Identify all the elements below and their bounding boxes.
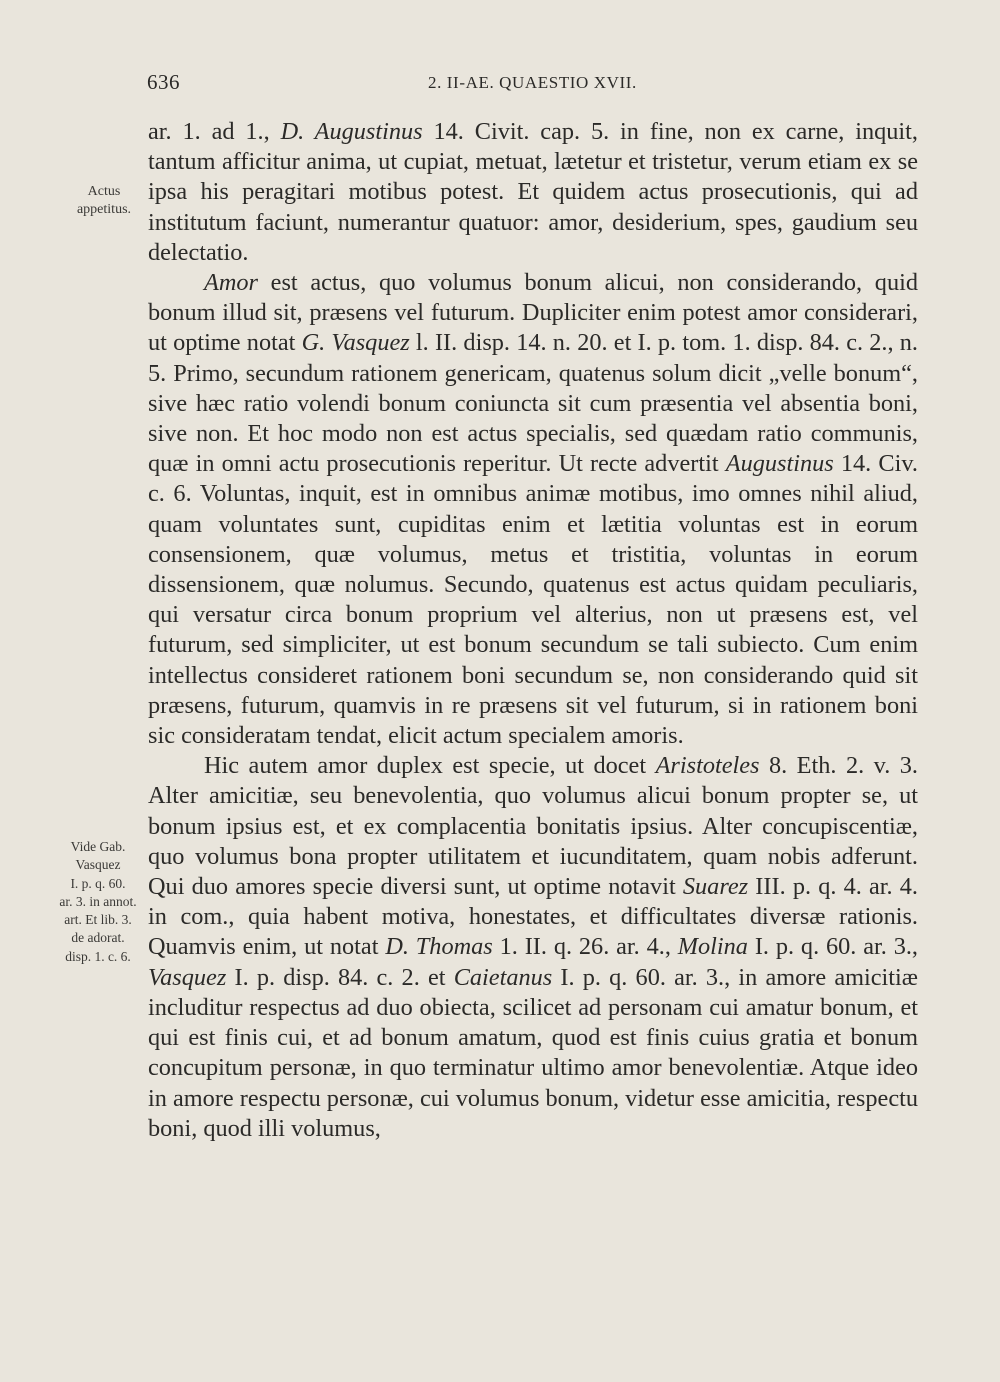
author-name: Vasquez xyxy=(148,963,227,991)
author-name: D. Augustinus xyxy=(280,118,423,145)
text-run: l. II. disp. 14. n. 20. et I. p. tom. 1. disp. 84. c. 2., n. 5. Primo, secundum rationem genericam, quatenus solum dicit „velle bonum“, sive hæc ratio volendi bonum coniuncta sit cum præsentia vel absentia boni, sive non. Et hoc modo non est actus specialis, sed quædam ratio communis, quæ in omni actu prosecutionis reperitur. Ut recte advertit xyxy=(148,329,919,478)
text-run: 8. Eth. 2. v. 3. Alter amicitiæ, seu benevolentia, quo volumus alicui bonum propter se, ut bonum ipsius est, et ex complacentia bonitatis ipsius. Alter concupiscentiæ, quo volumus bona propter utilitatem et iucunditatem, quam nobis adferunt. Qui duo amores specie diversi sunt, ut optime notavit xyxy=(148,752,918,901)
text-run: ar. 1. ad 1., xyxy=(148,118,281,145)
term-amor: Amor xyxy=(204,269,258,297)
text-run: 14. Civ. c. 6. Voluntas, inquit, est in omnibus animæ motibus, imo omnes nihil aliud, quam voluntates sunt, cupiditas enim et lætitia voluntas est in eorum consensionem, quæ volumus, metus et tristitia, voluntas in eorum dissensionem, quæ nolumus. Secundo, quatenus est actus quidam peculiaris, qui versatur circa bonum proprium vel alterius, non ut præsens est, vel futurum, sed simpliciter, ut est bonum secundum se tali subiecto. Cum enim intellectus consideret rationem boni secundum se, non considerando quid sit præsens, futurum, quamvis in re præsens sit vel futurum, si in rationem boni sic consideratam tendat, elicit actum specialem amoris. xyxy=(148,450,918,750)
page-header xyxy=(0,70,1000,100)
text-run: est actus, quo volumus bonum alicui, non considerando, quid bonum illud sit, præsens vel futurum. Dupliciter enim potest amor considerari, ut optime notat xyxy=(148,269,918,357)
margin-note-line: de adorat. xyxy=(71,930,125,946)
margin-note-line: Actus xyxy=(87,184,121,199)
paragraph-amor xyxy=(148,268,918,751)
author-name: Aristoteles xyxy=(655,752,760,780)
body-text xyxy=(148,117,918,1144)
text-run: I. p. q. 60. ar. 3., xyxy=(747,933,918,961)
margin-note-line: I. p. q. 60. xyxy=(70,875,126,891)
author-name: G. Vasquez xyxy=(301,329,410,357)
margin-note-vide xyxy=(48,838,148,966)
paragraph-continuation xyxy=(148,117,918,268)
text-run: I. p. disp. 84. c. 2. et xyxy=(226,963,454,991)
margin-note-line: disp. 1. c. 6. xyxy=(65,948,131,964)
running-head: 2. II-AE. QUAESTIO XVII. xyxy=(428,73,637,92)
margin-note-line: Vasquez xyxy=(75,857,121,873)
margin-note-line: Vide Gab. xyxy=(70,839,126,854)
author-name: Suarez xyxy=(682,873,749,901)
author-name: Caietanus xyxy=(453,963,553,991)
margin-note-line: appetitus. xyxy=(76,202,132,217)
author-name: D. Thomas xyxy=(385,933,493,961)
page-number: 636 xyxy=(147,70,180,94)
margin-note-line: art. Et lib. 3. xyxy=(64,912,132,928)
text-run: 1. II. q. 26. ar. 4., xyxy=(492,933,678,961)
paragraph-hic-autem xyxy=(148,751,918,1144)
text-run: Hic autem amor duplex est specie, ut docet xyxy=(204,752,656,780)
author-name: Molina xyxy=(677,933,748,961)
text-run: III. p. q. 4. ar. 4. in com., quia habent motiva, honestates, et difficultates diversæ rationis. Quamvis enim, ut notat xyxy=(148,873,918,961)
author-name: Augustinus xyxy=(725,450,834,478)
text-run: 14. Civit. cap. 5. in fine, non ex carne, inquit, tantum afficitur anima, ut cupiat, metuat, lætetur et tristetur, verum etiam ex se ipsa his peragitari motibus potest. Et quidem actus prosecutionis, qui ad institutum faciunt, numerantur quatuor: amor, desiderium, spes, gaudium seu delectatio. xyxy=(148,118,918,266)
margin-note-line: ar. 3. in annot. xyxy=(59,893,137,909)
margin-note-actus xyxy=(64,183,144,219)
text-run: I. p. q. 60. ar. 3., in amore amicitiæ includitur respectus ad duo obiecta, scilicet ad personam cui amatur bonum, et qui est finis cui, et ad bonum amatum, quod est finis cuius gratia et bonum concupitum personæ, in quo terminatur ultimo amor benevolentiæ. Atque ideo in amore respectu personæ, cui volumus bonum, videtur esse amicitia, respectu boni, quod illi volumus, xyxy=(148,963,919,1142)
